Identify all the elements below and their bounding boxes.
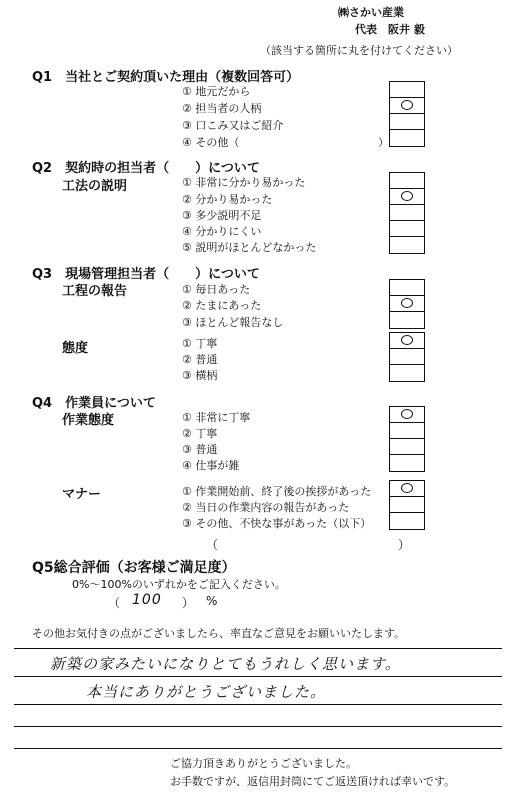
q3-attitude-option-3: ③ 横柄 [182, 369, 218, 382]
circle-mark [401, 100, 413, 110]
q1-title: Q1 当社とご契約頂いた理由（複数回答可） [32, 70, 300, 85]
comment-handwritten-line-2[interactable]: 本当にありがとうございました。 [86, 683, 327, 701]
q1-box-3[interactable] [390, 114, 424, 130]
q5-satisfaction-value[interactable]: 100 [132, 592, 162, 608]
q3-report-label: 工程の報告 [62, 284, 128, 299]
q1-other-close: ） [378, 136, 389, 149]
instruction-text: （該当する箇所に丸を付けてください） [260, 44, 458, 57]
q3-attitude-box-1[interactable] [390, 333, 424, 349]
q4-attitude-checkbox-column [389, 406, 425, 472]
q3-report-box-2[interactable] [390, 296, 424, 312]
q4-manner-option-1: ① 作業開始前、終了後の挨拶があった [182, 485, 372, 498]
q4-manner-option-2: ② 当日の作業内容の報告があった [182, 501, 350, 514]
q1-box-4[interactable] [390, 130, 424, 146]
q2-option-2: ② 分かり易かった [182, 193, 273, 206]
q4-other-paren-close: ） [398, 538, 411, 552]
q2-subtitle: 工法の説明 [62, 179, 128, 194]
q3-attitude-option-2: ② 普通 [182, 353, 218, 366]
q3-report-option-1: ① 毎日あった [182, 283, 251, 296]
q4-title: Q4 作業員について [32, 396, 156, 411]
q4-attitude-option-4: ④ 仕事が雑 [182, 459, 240, 472]
q2-option-5: ⑤ 説明がほとんどなかった [182, 241, 317, 254]
q3-attitude-box-2[interactable] [390, 349, 424, 365]
q1-option-4: ④ その他（ [182, 136, 240, 149]
q2-box-2[interactable] [390, 189, 424, 205]
q4-attitude-box-4[interactable] [390, 455, 424, 471]
q4-other-paren-open: （ [206, 538, 219, 552]
q4-attitude-box-1[interactable] [390, 407, 424, 423]
q2-option-1: ① 非常に分かり易かった [182, 176, 306, 189]
q1-option-3: ③ 口こみ又はご紹介 [182, 119, 284, 132]
q1-option-2: ② 担当者の人柄 [182, 102, 262, 115]
q1-checkbox-column [389, 81, 425, 147]
q2-box-3[interactable] [390, 205, 424, 221]
q2-box-5[interactable] [390, 237, 424, 253]
company-name: ㈱さかい産業 [338, 6, 404, 19]
comment-line [14, 676, 502, 677]
q4-manner-label: マナー [62, 487, 102, 502]
q1-box-2[interactable] [390, 98, 424, 114]
circle-mark [401, 409, 413, 419]
circle-mark [401, 335, 413, 345]
comment-line [14, 648, 502, 649]
q2-option-3: ③ 多少説明不足 [182, 209, 262, 222]
q2-checkbox-column [389, 172, 425, 254]
q4-attitude-option-2: ② 丁寧 [182, 427, 218, 440]
q3-title: Q3 現場管理担当者（ ）について [32, 267, 260, 282]
q3-attitude-checkbox-column [389, 332, 425, 382]
q3-attitude-option-1: ① 丁寧 [182, 337, 218, 350]
footer-thanks: ご協力頂きありがとうございました。 [170, 757, 357, 770]
q4-manner-box-2[interactable] [390, 497, 424, 513]
circle-mark [401, 298, 413, 308]
q2-box-4[interactable] [390, 221, 424, 237]
q4-manner-option-3: ③ その他、不快な事があった（以下） [182, 517, 372, 530]
comment-handwritten-line-1[interactable]: 新築の家みたいになりとてもうれしく思います。 [50, 655, 401, 673]
representative-name: 代表 阪井 毅 [355, 23, 425, 36]
q4-attitude-option-1: ① 非常に丁寧 [182, 411, 251, 424]
q5-title: Q5総合評価（お客様ご満足度） [32, 560, 236, 576]
q4-attitude-box-3[interactable] [390, 439, 424, 455]
circle-mark [401, 483, 413, 493]
comment-line [14, 748, 502, 749]
q3-attitude-label: 態度 [62, 341, 89, 356]
q5-paren-close: ） [182, 596, 195, 610]
q3-attitude-box-3[interactable] [390, 365, 424, 381]
q5-percent-unit: % [206, 594, 218, 608]
q3-report-option-2: ② たまにあった [182, 299, 262, 312]
q4-attitude-box-2[interactable] [390, 423, 424, 439]
q3-report-box-3[interactable] [390, 312, 424, 328]
q4-attitude-label: 作業態度 [62, 413, 115, 428]
circle-mark [401, 191, 413, 201]
q3-report-box-1[interactable] [390, 280, 424, 296]
q3-report-option-3: ③ ほとんど報告なし [182, 316, 284, 329]
footer-return-note: お手数ですが、返信用封筒にてご返送頂ければ幸いです。 [170, 775, 456, 788]
q2-title: Q2 契約時の担当者（ ）について [32, 161, 260, 176]
q1-box-1[interactable] [390, 82, 424, 98]
comment-line [14, 726, 502, 727]
q4-manner-box-3[interactable] [390, 513, 424, 529]
q2-box-1[interactable] [390, 173, 424, 189]
q4-attitude-option-3: ③ 普通 [182, 443, 218, 456]
q2-option-4: ④ 分かりにくい [182, 225, 262, 238]
q4-manner-box-1[interactable] [390, 481, 424, 497]
comment-line [14, 704, 502, 705]
q5-instruction: 0%～100%のいずれかをご記入ください。 [72, 578, 286, 591]
q3-report-checkbox-column [389, 279, 425, 329]
q4-manner-checkbox-column [389, 480, 425, 530]
q1-option-1: ① 地元だから [182, 85, 251, 98]
comments-prompt: その他お気付きの点がございましたら、率直なご意見をお願いいたします。 [32, 627, 406, 640]
q5-paren-open: （ [108, 596, 121, 610]
